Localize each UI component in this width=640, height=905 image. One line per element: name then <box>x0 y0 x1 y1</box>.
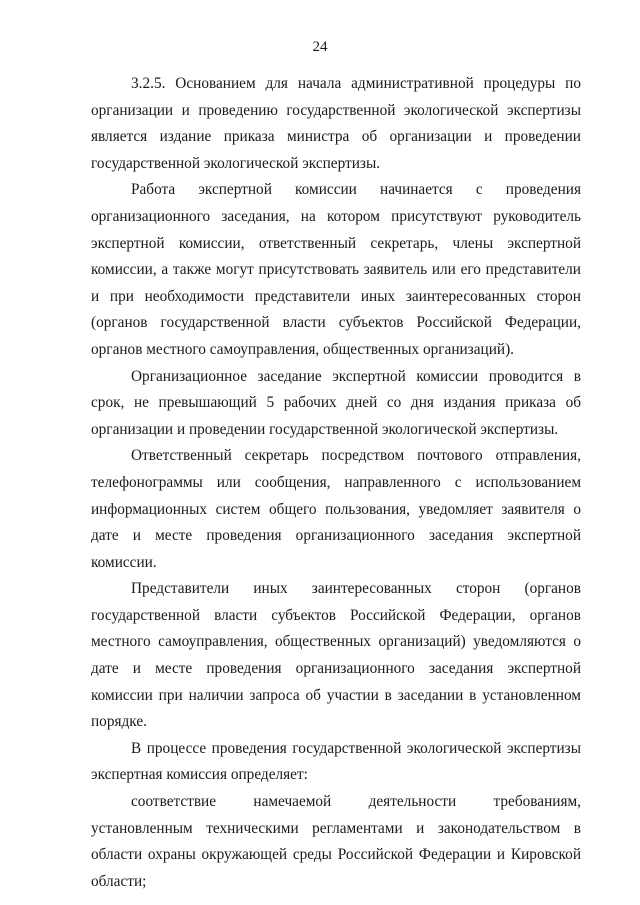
paragraph-compliance: соответствие намечаемой деятельности требованиям, установленным техническими регламентами и законодательством в области охраны окружающей среды Российской Федерации и Кировской области; <box>91 793 581 890</box>
paragraph-stakeholder-notice: Представители иных заинтересованных сторон (органов государственной власти субъектов Российской Федерации, органов местного самоуправления, общественных организаций) уведомляются о дате и месте проведения организационного заседания экспертной комиссии при наличии запроса об участии в заседании в установленном порядке. <box>91 580 581 731</box>
paragraph-meeting-deadline: Организационное заседание экспертной комиссии проводится в срок, не превышающий 5 рабочих дней со дня издания приказа об организации и проведении государственной экологической экспертизы. <box>91 367 581 438</box>
page-number: 24 <box>312 39 328 55</box>
paragraph-secretary-notice: Ответственный секретарь посредством почтового отправления, телефонограммы или сообщения, направленного с использованием информационных систем общего пользования, уведомляет заявителя о дате и месте проведения организационного заседания экспертной комиссии. <box>91 447 581 571</box>
document-body <box>91 71 581 895</box>
paragraph-commission-work: Работа экспертной комиссии начинается с проведения организационного заседания, на котором присутствуют руководитель экспертной комиссии, ответственный секретарь, члены экспертной комиссии, а также могут присутствовать заявитель или его представители и при необходимости представители иных заинтересованных сторон (органов государственной власти субъектов Российской Федерации, органов местного самоуправления, общественных организаций). <box>91 181 581 358</box>
paragraph-commission-determines: В процессе проведения государственной экологической экспертизы экспертная комиссия определяет: <box>91 739 581 784</box>
paragraph-3-2-5: 3.2.5. Основанием для начала административной процедуры по организации и проведению государственной экологической экспертизы является издание приказа министра об организации и проведении государственной экологической экспертизы. <box>91 75 581 172</box>
